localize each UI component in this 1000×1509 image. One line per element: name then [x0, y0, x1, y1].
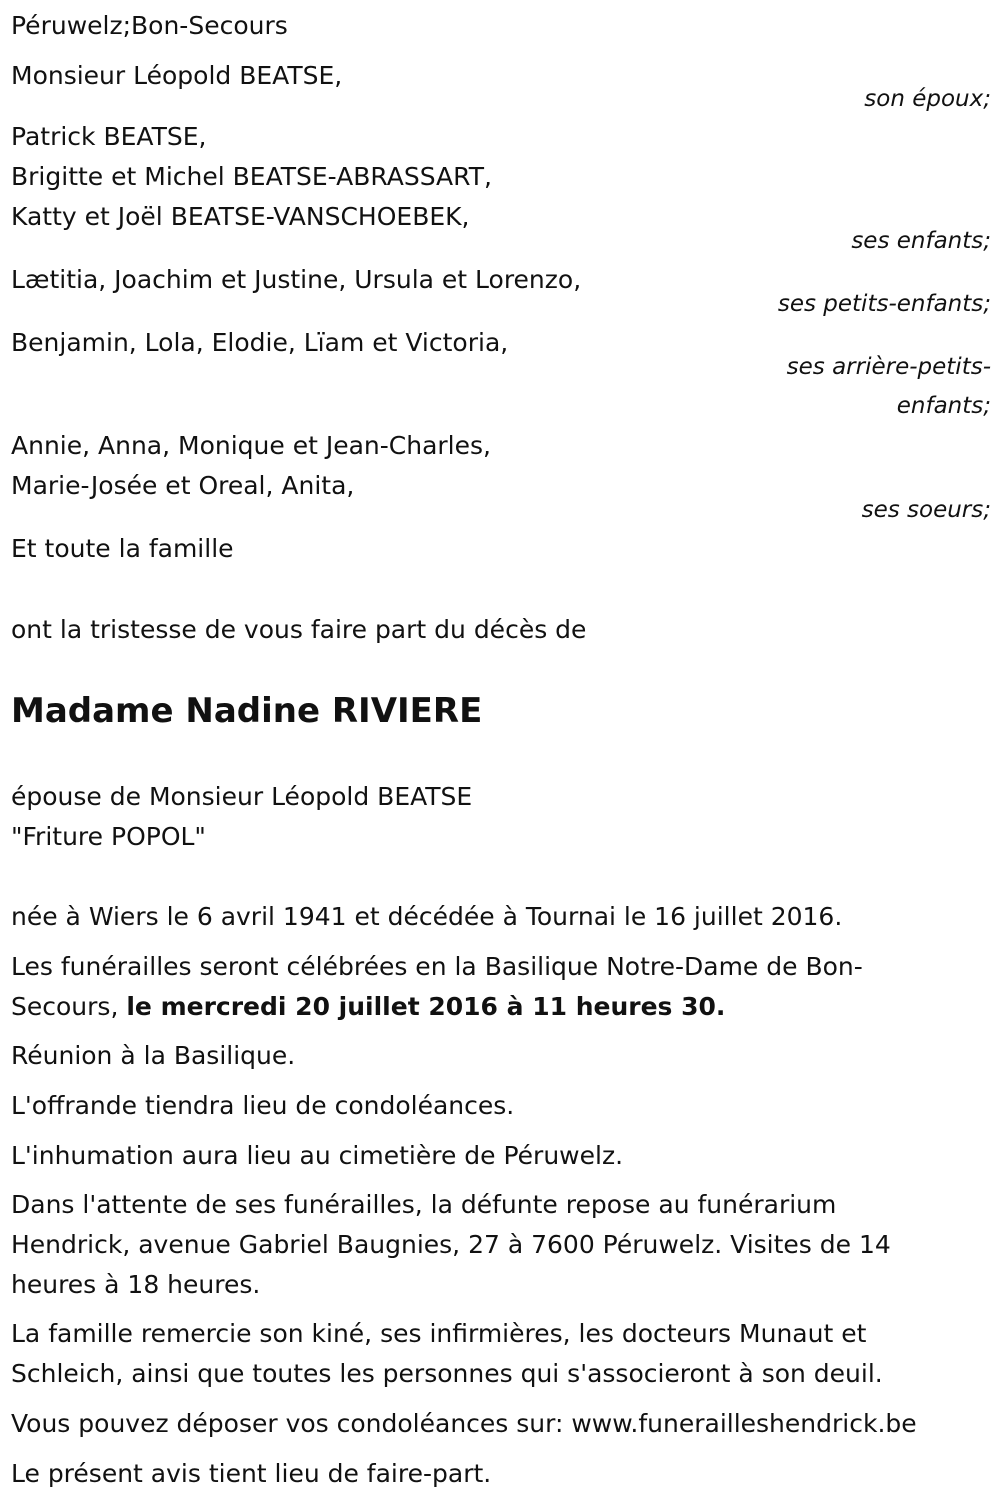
visitation-info: Dans l'attente de ses funérailles, la défunte repose au funérarium Hendrick, avenue Gabriel Baugnies, 27 à 7600 Péruwelz. Visites de 14 heures à 18 heures.	[11, 1190, 891, 1299]
birth-death: née à Wiers le 6 avril 1941 et décédée à Tournai le 16 juillet 2016.	[11, 902, 843, 931]
child-name: Katty et Joël BEATSE-VANSCHOEBEK,	[11, 202, 470, 231]
spouse-role: son époux;	[864, 86, 991, 112]
place-header: Péruwelz;Bon-Secours	[11, 11, 288, 40]
child-name: Patrick BEATSE,	[11, 122, 207, 151]
burial-info: L'inhumation aura lieu au cimetière de Péruwelz.	[11, 1141, 624, 1170]
funeral-text: Les funérailles seront célébrées en la Basilique Notre-Dame de Bon-Secours,	[11, 952, 863, 1021]
great-grandchildren-role: ses arrière-petits-	[786, 354, 991, 380]
grandchildren-names: Lætitia, Joachim et Justine, Ursula et Lorenzo,	[11, 265, 582, 294]
deceased-nickname: "Friture POPOL"	[11, 822, 206, 851]
deceased-spouse: épouse de Monsieur Léopold BEATSE	[11, 782, 473, 811]
funeral-info	[11, 947, 871, 1027]
sisters-role: ses soeurs;	[861, 497, 991, 523]
grandchildren-role: ses petits-enfants;	[777, 291, 991, 317]
announcement: ont la tristesse de vous faire part du décès de	[11, 615, 587, 644]
meeting-info: Réunion à la Basilique.	[11, 1041, 296, 1070]
sister-names: Annie, Anna, Monique et Jean-Charles,	[11, 431, 491, 460]
great-grandchildren-role-cont: enfants;	[896, 393, 991, 419]
sister-names: Marie-Josée et Oreal, Anita,	[11, 471, 355, 500]
offering-info: L'offrande tiendra lieu de condoléances.	[11, 1091, 515, 1120]
deceased-name: Madame Nadine RIVIERE	[11, 691, 483, 731]
children-role: ses enfants;	[851, 228, 991, 254]
thanks-info: La famille remercie son kiné, ses infirmières, les docteurs Munaut et Schleich, ainsi que toutes les personnes qui s'associeront à son deuil.	[11, 1319, 883, 1388]
condolences-info: Vous pouvez déposer vos condoléances sur: www.funerailleshendrick.be	[11, 1409, 917, 1438]
funeral-date: le mercredi 20 juillet 2016 à 11 heures 30.	[126, 992, 726, 1021]
child-name: Brigitte et Michel BEATSE-ABRASSART,	[11, 162, 492, 191]
notice-info: Le présent avis tient lieu de faire-part.	[11, 1459, 492, 1488]
whole-family: Et toute la famille	[11, 534, 234, 563]
spouse-name: Monsieur Léopold BEATSE,	[11, 61, 343, 90]
great-grandchildren-names: Benjamin, Lola, Elodie, Lïam et Victoria,	[11, 328, 509, 357]
